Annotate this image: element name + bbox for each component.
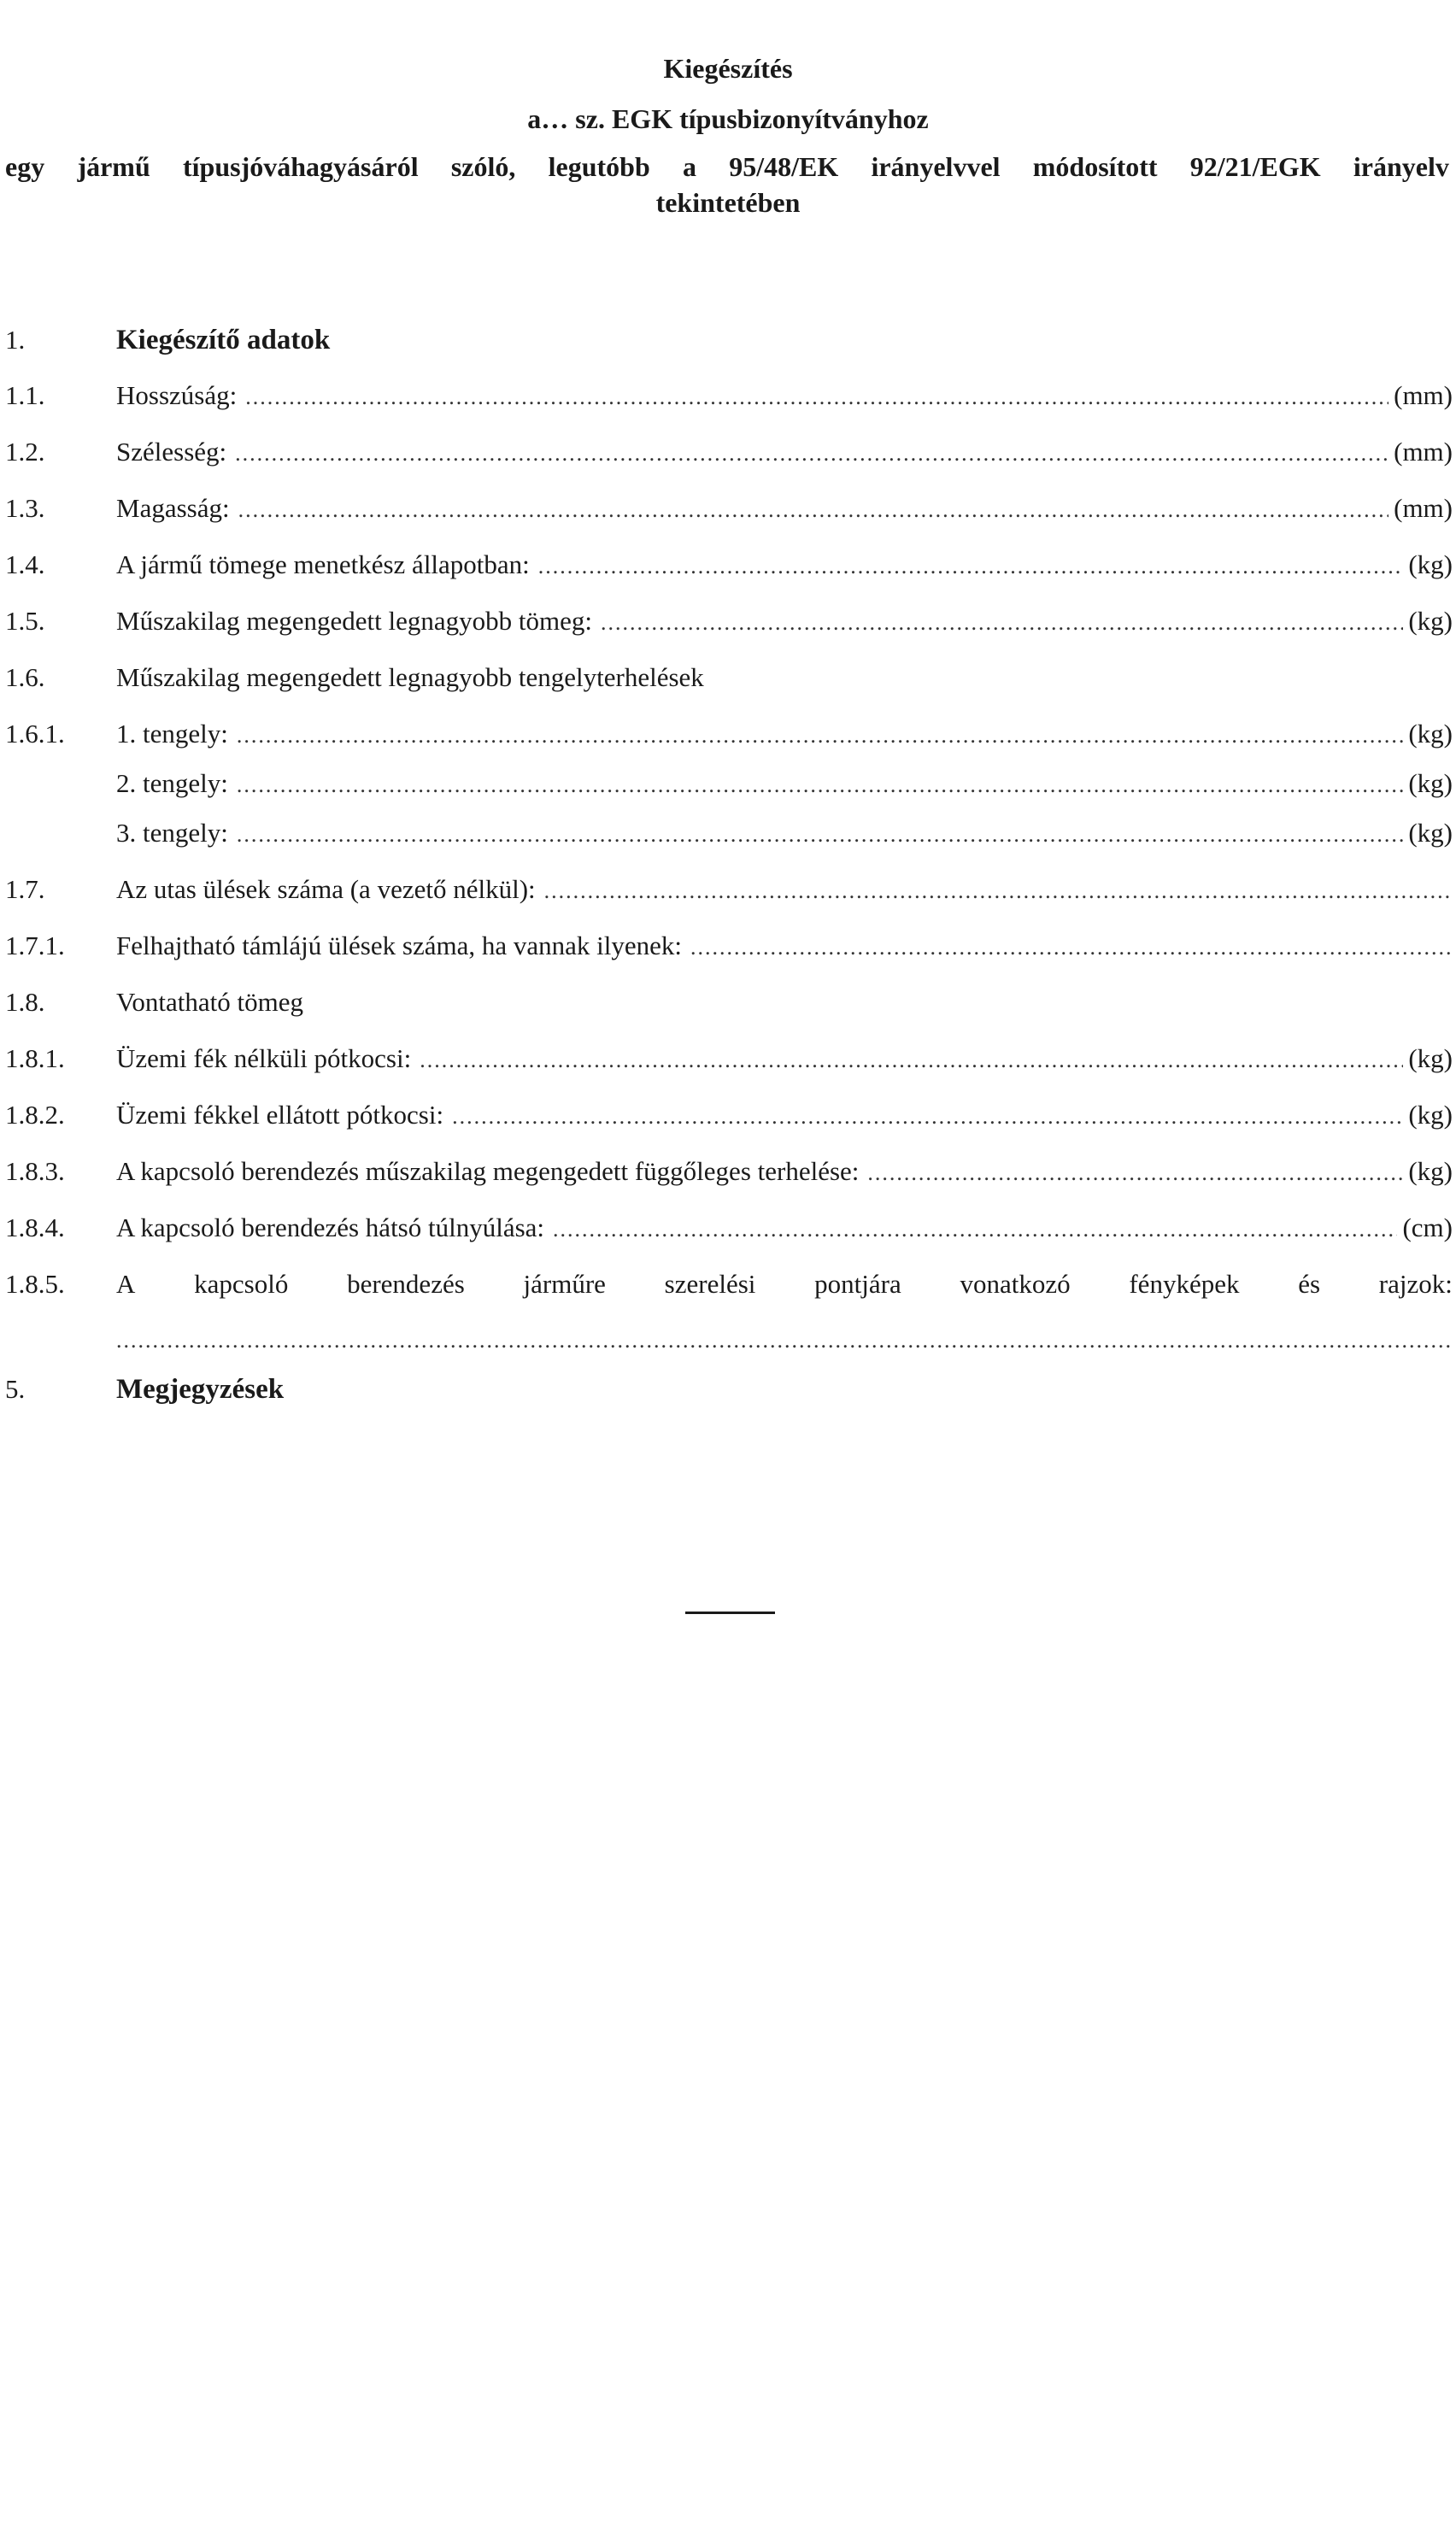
form-row-folding-seats <box>0 929 1456 963</box>
item-unit: (kg) <box>1408 549 1453 579</box>
item-number: 1.8.1. <box>5 1043 65 1073</box>
item-label: Műszakilag megengedett legnagyobb tengelyterhelések <box>116 662 704 692</box>
fill-in-field[interactable] <box>867 1156 1403 1190</box>
item-unit: (kg) <box>1408 1043 1453 1073</box>
item-label: A kapcsoló berendezés hátsó túlnyúlása: <box>116 1212 545 1242</box>
item-label: 1. tengely: <box>116 719 228 749</box>
item-label <box>116 1267 1453 1301</box>
fill-in-field[interactable] <box>452 1100 1403 1134</box>
label-word: berendezés <box>347 1269 465 1299</box>
form-row-max-mass <box>0 604 1456 638</box>
fill-in-field[interactable] <box>116 1324 1453 1358</box>
item-number: 1.3. <box>5 493 45 523</box>
document-subtitle: a… sz. EGK típusbizonyítványhoz <box>527 103 929 134</box>
form-row-length <box>0 379 1456 413</box>
label-word: rajzok: <box>1378 1269 1453 1299</box>
fill-in-field[interactable] <box>420 1043 1403 1077</box>
item-number: 1.7.1. <box>5 931 65 960</box>
section-number: 1. <box>5 325 26 355</box>
section-number: 5. <box>5 1374 26 1404</box>
section-heading-row <box>0 1372 1456 1406</box>
section-heading: Megjegyzések <box>116 1374 285 1405</box>
document-description-line1 <box>5 151 1449 183</box>
description-word: szóló, <box>450 151 516 182</box>
description-word: egy <box>5 151 45 182</box>
description-word: legutóbb <box>548 151 650 182</box>
item-label: Üzemi fékkel ellátott pótkocsi: <box>116 1100 444 1130</box>
form-row-towable-mass-heading <box>0 985 1456 1019</box>
document-description-line2: tekintetében <box>655 187 801 218</box>
item-number: 1.6. <box>5 662 45 692</box>
label-word: járműre <box>523 1269 606 1299</box>
item-number: 1.8.4. <box>5 1212 65 1242</box>
form-row-height <box>0 491 1456 525</box>
closing-rule <box>685 1612 775 1614</box>
fill-in-field[interactable] <box>690 931 1453 965</box>
form-row-braked-trailer <box>0 1098 1456 1132</box>
description-word: a <box>682 151 696 182</box>
fill-in-field[interactable] <box>235 437 1388 471</box>
item-unit: (mm) <box>1394 437 1453 467</box>
label-word: és <box>1298 1269 1321 1299</box>
form-row-axle-1 <box>0 717 1456 751</box>
item-label: 3. tengely: <box>116 818 228 848</box>
item-number: 1.1. <box>5 380 45 410</box>
item-number: 1.8.5. <box>5 1269 65 1299</box>
label-word: A <box>116 1269 136 1299</box>
fill-in-field[interactable] <box>237 818 1403 852</box>
description-word: 92/21/EGK <box>1189 151 1321 182</box>
section-heading-row <box>0 323 1456 357</box>
item-label: Vontatható tömeg <box>116 987 303 1017</box>
form-row-coupling-overhang <box>0 1211 1456 1245</box>
item-label: Felhajtható támlájú ülések száma, ha vannak ilyenek: <box>116 931 682 960</box>
item-number: 1.8. <box>5 987 45 1017</box>
description-word: irányelv <box>1353 151 1449 182</box>
description-word: irányelvvel <box>871 151 1001 182</box>
form-row-unbraked-trailer <box>0 1042 1456 1076</box>
fill-in-field[interactable] <box>538 549 1404 584</box>
description-word: 95/48/EK <box>729 151 839 182</box>
item-unit: (kg) <box>1408 1156 1453 1186</box>
description-word: jármű <box>77 151 150 182</box>
form-row-kerb-mass <box>0 548 1456 582</box>
label-word: vonatkozó <box>960 1269 1071 1299</box>
item-unit: (mm) <box>1394 493 1453 523</box>
label-word: szerelési <box>664 1269 756 1299</box>
item-number: 1.4. <box>5 549 45 579</box>
item-label: Szélesség: <box>116 437 227 467</box>
item-unit: (cm) <box>1402 1212 1453 1242</box>
item-unit: (kg) <box>1408 768 1453 798</box>
item-number: 1.8.3. <box>5 1156 65 1186</box>
item-label: Hosszúság: <box>116 380 238 410</box>
item-number: 1.2. <box>5 437 45 467</box>
item-label: A kapcsoló berendezés műszakilag megengedett függőleges terhelése: <box>116 1156 860 1186</box>
form-row-width <box>0 435 1456 469</box>
form-row-coupling-photos <box>0 1267 1456 1301</box>
item-number: 1.5. <box>5 606 45 636</box>
item-unit: (kg) <box>1408 606 1453 636</box>
label-word: kapcsoló <box>194 1269 289 1299</box>
label-word: pontjára <box>814 1269 901 1299</box>
form-row-axle-2 <box>0 766 1456 801</box>
fill-in-field[interactable] <box>544 874 1453 908</box>
item-unit: (kg) <box>1408 818 1453 848</box>
document-title: Kiegészítés <box>663 53 793 84</box>
item-number: 1.7. <box>5 874 45 904</box>
fill-in-field[interactable] <box>245 380 1388 414</box>
item-label: Műszakilag megengedett legnagyobb tömeg: <box>116 606 592 636</box>
form-row-axle-loads-heading <box>0 660 1456 695</box>
item-label: 2. tengely: <box>116 768 228 798</box>
form-row-passenger-seats <box>0 872 1456 907</box>
item-unit: (mm) <box>1394 380 1453 410</box>
item-number: 1.6.1. <box>5 719 65 749</box>
description-word: típusjóváhagyásáról <box>182 151 419 182</box>
fill-in-field[interactable] <box>238 493 1389 527</box>
fill-in-field[interactable] <box>553 1212 1397 1247</box>
description-word: módosított <box>1032 151 1158 182</box>
item-label: Üzemi fék nélküli pótkocsi: <box>116 1043 412 1073</box>
form-row-axle-3 <box>0 816 1456 850</box>
item-number: 1.8.2. <box>5 1100 65 1130</box>
section-heading: Kiegészítő adatok <box>116 325 331 355</box>
form-row-coupling-vertical-load <box>0 1154 1456 1189</box>
item-label: Magasság: <box>116 493 230 523</box>
fill-in-field[interactable] <box>237 719 1403 753</box>
item-label: A jármű tömege menetkész állapotban: <box>116 549 530 579</box>
item-unit: (kg) <box>1408 719 1453 749</box>
fill-in-field[interactable] <box>601 606 1403 640</box>
label-word: fényképek <box>1129 1269 1240 1299</box>
item-label: Az utas ülések száma (a vezető nélkül): <box>116 874 536 904</box>
form-row-coupling-photos-field <box>0 1324 1456 1358</box>
fill-in-field[interactable] <box>237 768 1403 802</box>
item-unit: (kg) <box>1408 1100 1453 1130</box>
